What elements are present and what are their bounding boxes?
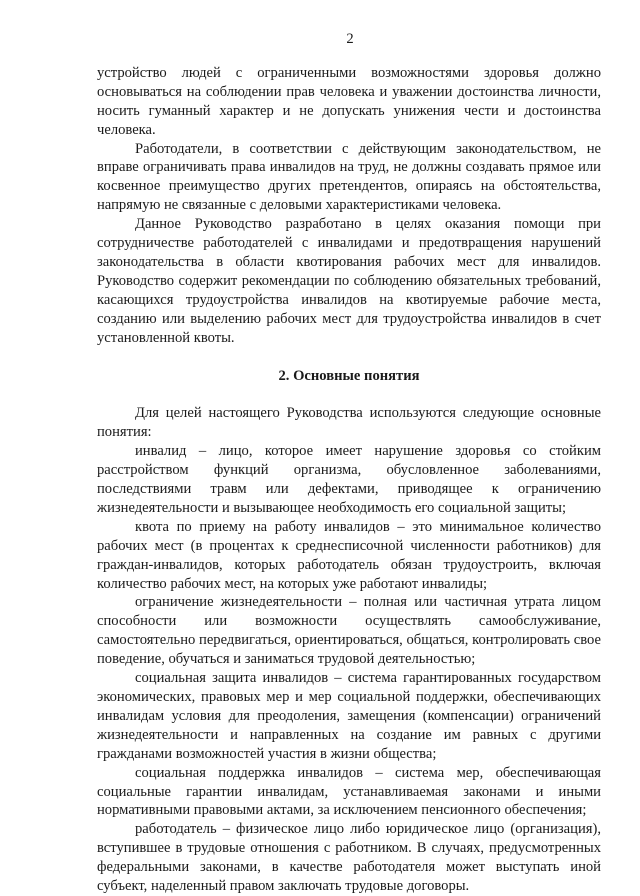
definition-social-support: социальная поддержка инвалидов – система мер, обеспечивающая социальные гарантии инвалидам, устанавливаемая законами и иными нормативными правовыми актами, за исключением пенсионного обеспечения; (97, 764, 601, 819)
definition-quota: квота по приему на работу инвалидов – это минимальное количество рабочих мест (в процентах к среднесписочной численности работников) для граждан-инвалидов, которых работодатель обязан трудоустроить, включая количество рабочих мест, на которых уже работают инвалиды; (97, 518, 601, 592)
document-page (97, 30, 601, 896)
section-lead-paragraph: Для целей настоящего Руководства используются следующие основные понятия: (97, 405, 601, 441)
section-heading: 2. Основные понятия (278, 367, 420, 384)
intro-paragraph-guide-purpose: Данное Руководство разработано в целях оказания помощи при сотрудничестве работодателей с инвалидами и предотвращения нарушений законодательства в области квотирования рабочих мест для инвалидов. Руководство содержит рекомендации по соблюдению обязательных требований, касающихся трудоустройства инвалидов на квотируемые рабочие места, созданию или выделению рабочих мест для трудоустройства инвалидов в счет установленной квоты. (97, 216, 601, 346)
definition-life-limitation: ограничение жизнедеятельности – полная или частичная утрата лицом способности или возможности осуществлять самообслуживание, самостоятельно передвигаться, ориентироваться, общаться, контролировать свое поведение, обучаться и заниматься трудовой деятельностью; (97, 594, 601, 668)
intro-paragraph-employers: Работодатели, в соответствии с действующим законодательством, не вправе ограничивать права инвалидов на труд, не должны создавать прямое или косвенное преимущество других претендентов, опираясь на обстоятельства, напрямую не связанные с деловыми характеристиками человека. (97, 140, 601, 214)
intro-paragraph-continuation: устройство людей с ограниченными возможностями здоровья должно основываться на соблюдении прав человека и уважении достоинства личности, носить гуманный характер и не допускать унижения чести и достоинства человека. (97, 64, 601, 138)
definition-social-protection: социальная защита инвалидов – система гарантированных государством экономических, правовых мер и мер социальной поддержки, обеспечивающих инвалидам условия для преодоления, замещения (компенсации) ограничений жизнедеятельности и направленных на создание им равных с другими гражданами возможностей участия в жизни общества; (97, 670, 601, 762)
definition-invalid: инвалид – лицо, которое имеет нарушение здоровья со стойким расстройством функций организма, обусловленное заболеваниями, последствиями травм или дефектами, приводящее к ограничению жизнедеятельности и вызывающее необходимость его социальной защиты; (97, 443, 601, 516)
definition-employer: работодатель – физическое лицо либо юридическое лицо (организация), вступившее в трудовые отношения с работником. В случаях, предусмотренных федеральными законами, в качестве работодателя может выступать иной субъект, наделенный правом заключать трудовые договоры. (97, 821, 601, 895)
page-number: 2 (346, 31, 354, 47)
